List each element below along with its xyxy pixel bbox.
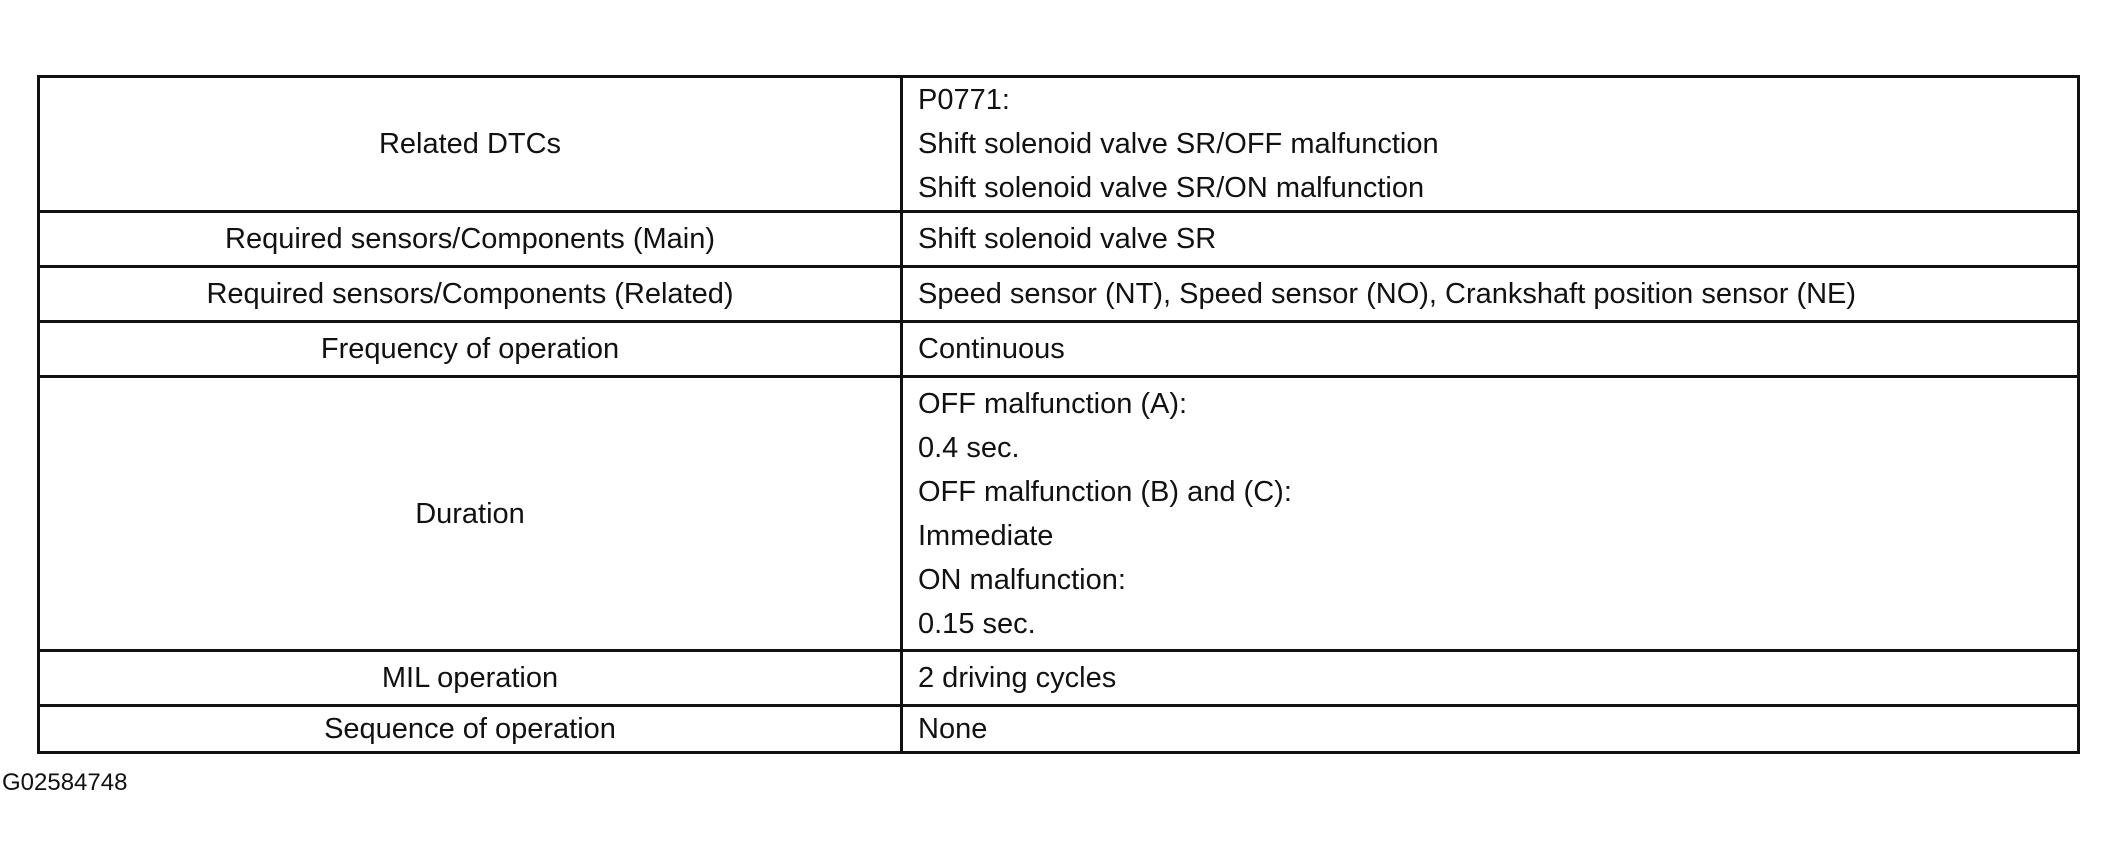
value-line: ON malfunction: [918, 563, 1126, 596]
monitor-description-table [37, 75, 2080, 754]
row-value [902, 322, 2079, 377]
row-value [902, 377, 2079, 651]
value-line: Shift solenoid valve SR/OFF malfunction [918, 128, 1439, 160]
row-label: Related DTCs [39, 77, 902, 212]
row-value [902, 706, 2079, 753]
value-line: OFF malfunction (B) and (C): [918, 475, 1292, 508]
row-label: Sequence of operation [39, 706, 902, 753]
value-line: None [918, 713, 988, 745]
table-row [39, 212, 2079, 267]
value-line: Speed sensor (NT), Speed sensor (NO), Crankshaft position sensor (NE) [918, 278, 1857, 310]
value-line: OFF malfunction (A): [918, 387, 1188, 420]
row-label: Required sensors/Components (Related) [39, 267, 902, 322]
row-value [902, 651, 2079, 706]
table-row [39, 322, 2079, 377]
value-line: Shift solenoid valve SR/ON malfunction [918, 172, 1425, 204]
table-row [39, 77, 2079, 212]
row-value [902, 212, 2079, 267]
row-label: Required sensors/Components (Main) [39, 212, 902, 267]
table-row [39, 377, 2079, 651]
value-line: 0.15 sec. [918, 607, 1036, 640]
table-row [39, 651, 2079, 706]
row-label: Frequency of operation [39, 322, 902, 377]
row-value [902, 267, 2079, 322]
value-line: 2 driving cycles [918, 662, 1117, 694]
figure-code: G02584748 [2, 769, 128, 796]
value-line: Continuous [918, 333, 1065, 365]
value-line: Immediate [918, 519, 1054, 552]
table-row [39, 267, 2079, 322]
value-line: P0771: [918, 84, 1010, 116]
row-value [902, 77, 2079, 212]
row-label: Duration [39, 377, 902, 651]
table-row [39, 706, 2079, 753]
value-line: 0.4 sec. [918, 431, 1020, 464]
row-label: MIL operation [39, 651, 902, 706]
value-line: Shift solenoid valve SR [918, 223, 1217, 255]
